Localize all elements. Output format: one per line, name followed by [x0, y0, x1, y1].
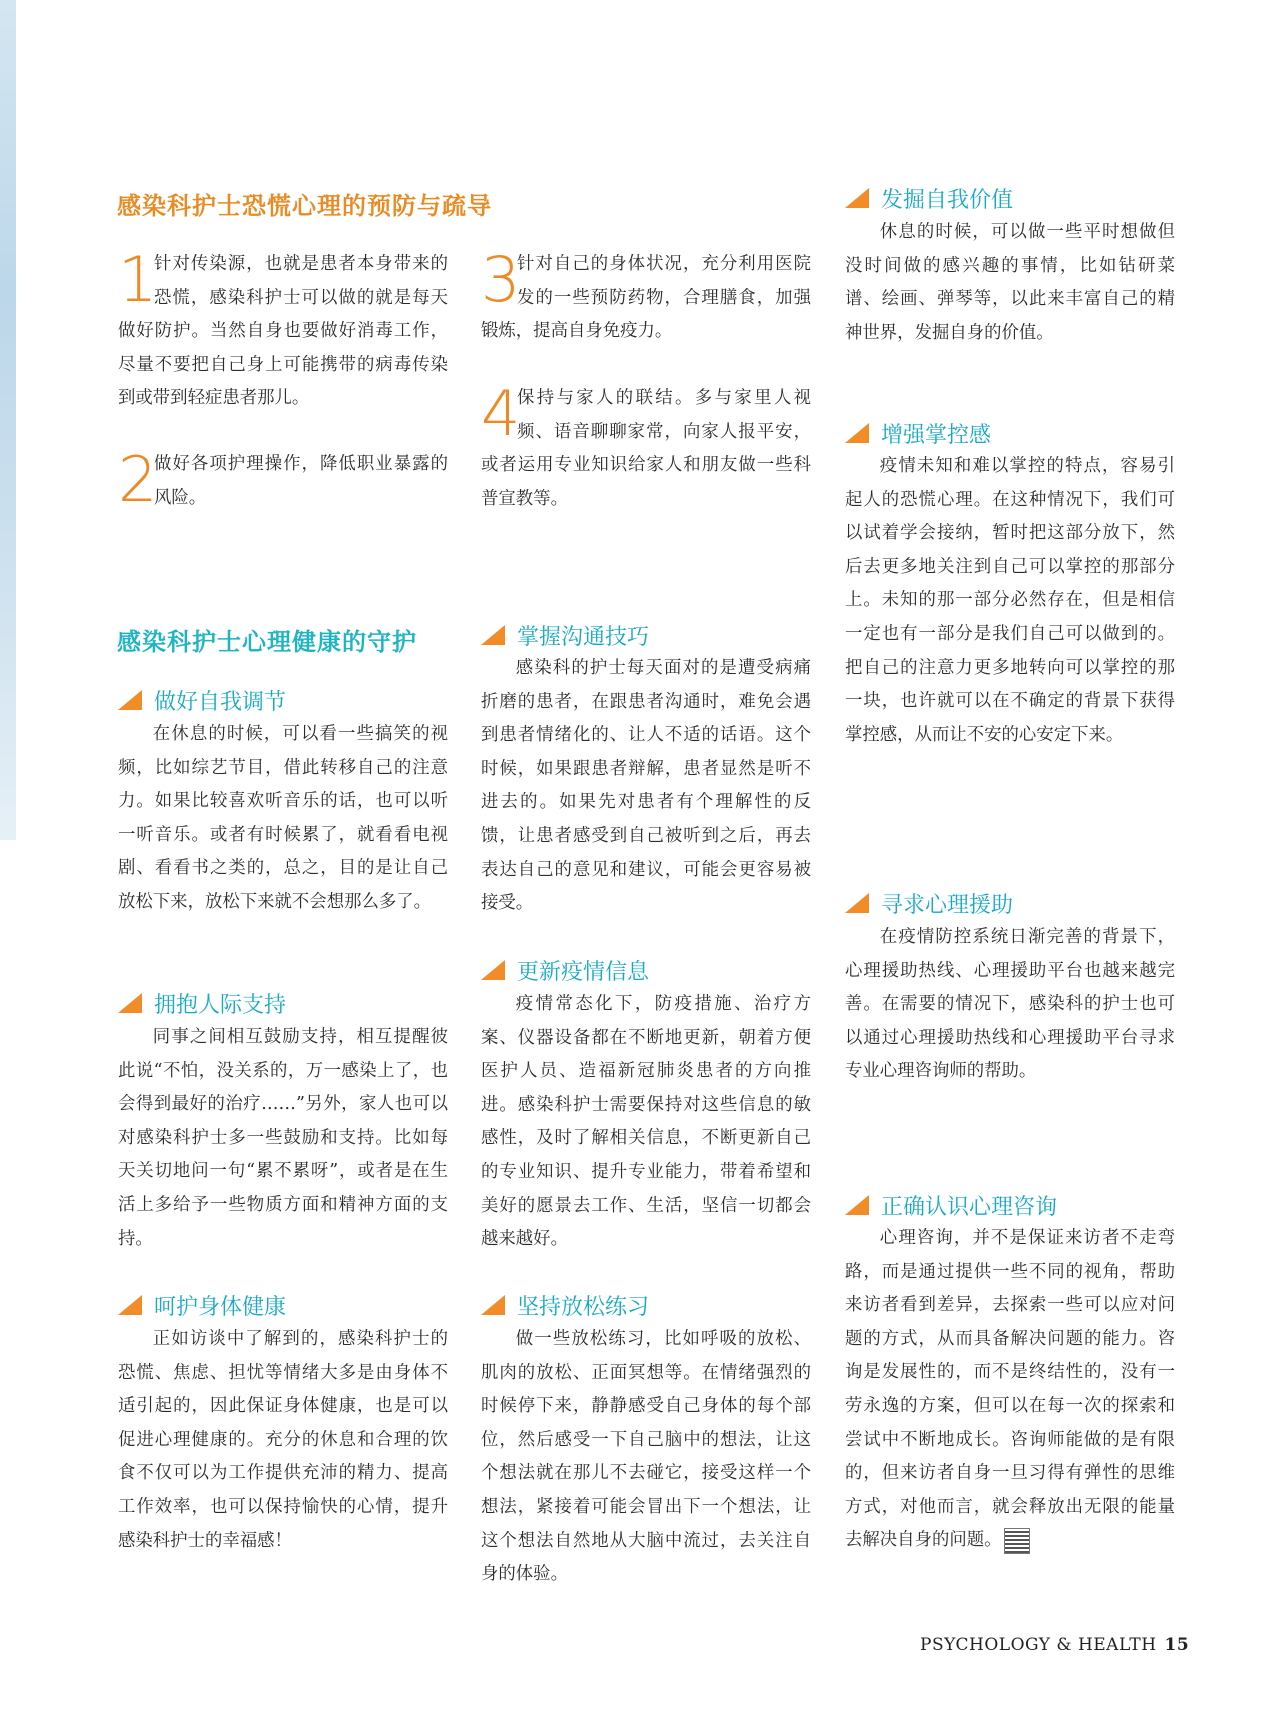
subheading-communication: 掌握沟通技巧	[481, 620, 649, 650]
triangle-bullet-icon	[118, 1295, 142, 1315]
subheading-counseling: 正确认识心理咨询	[845, 1190, 1057, 1220]
side-decor-strip	[0, 0, 16, 840]
item-number-4: 4	[481, 377, 521, 450]
page-number: 15	[1164, 1635, 1190, 1655]
subheading-physical-health: 呵护身体健康	[118, 1290, 286, 1320]
item-number-1: 1	[118, 243, 158, 316]
subheading-interpersonal-support: 拥抱人际支持	[118, 988, 286, 1018]
triangle-bullet-icon	[845, 1195, 869, 1215]
section2-title: 感染科护士心理健康的守护	[117, 627, 417, 656]
paragraph-self-regulation: 在休息的时候，可以看一些搞笑的视频，比如综艺节目，借此转移自己的注意力。如果比较喜欢听音乐的话，也可以听一听音乐。或者有时候累了，就看看电视剧、看看书之类的，总之，目的是让自己放松下来，放松下来就不会想那么多了。	[118, 724, 448, 912]
triangle-bullet-icon	[118, 690, 142, 710]
item-text-4: 保持与家人的联结。多与家里人视频、语音聊聊家常，向家人报平安，或者运用专业知识给家人和朋友做一些科普宣教等。	[481, 388, 811, 509]
triangle-bullet-icon	[845, 188, 869, 208]
item-text-2: 做好各项护理操作，降低职业暴露的风险。	[154, 454, 448, 508]
paragraph-physical-health: 正如访谈中了解到的，感染科护士的恐慌、焦虑、担忧等情绪大多是由身体不适引起的，因此保证身体健康，也是可以促进心理健康的。充分的休息和合理的饮食不仅可以为工作提供充沛的精力、提高工作效率，也可以保持愉快的心情，提升感染科护士的幸福感！	[118, 1329, 448, 1551]
subheading-self-value: 发掘自我价值	[845, 183, 1013, 213]
paragraph-interpersonal-support: 同事之间相互鼓励支持，相互提醒彼此说“不怕，没关系的，万一感染上了，也会得到最好的治疗……”另外，家人也可以对感染科护士多一些鼓励和支持。比如每天关切地问一句“累不累呀”，或者是在生活上多给予一些物质方面和精神方面的支持。	[118, 1027, 448, 1249]
paragraph-sense-of-control: 疫情未知和难以掌控的特点，容易引起人的恐慌心理。在这种情况下，我们可以试着学会接纳，暂时把这部分放下，然后去更多地关注到自己可以掌控的那部分上。未知的那一部分必然存在，但是相信一定也有一部分是我们自己可以做到的。把自己的注意力更多地转向可以掌控的那一块，也许就可以在不确定的背景下获得掌控感，从而让不安的心安定下来。	[845, 456, 1175, 745]
triangle-bullet-icon	[481, 1295, 505, 1315]
subheading-self-regulation: 做好自我调节	[118, 685, 286, 715]
article-end-mark-icon	[1004, 1528, 1030, 1554]
subheading-psych-aid: 寻求心理援助	[845, 888, 1013, 918]
item-text-3: 针对自己的身体状况，充分利用医院发的一些预防药物，合理膳食，加强锻炼，提高自身免疫力。	[481, 254, 811, 342]
paragraph-self-value: 休息的时候，可以做一些平时想做但没时间做的感兴趣的事情，比如钻研菜谱、绘画、弹琴等，以此来丰富自己的精神世界，发掘自身的价值。	[845, 222, 1175, 343]
numbered-item-2	[118, 443, 448, 516]
item-number-2: 2	[118, 443, 158, 516]
triangle-bullet-icon	[845, 423, 869, 443]
page-footer	[920, 1635, 1189, 1655]
footer-brand: PSYCHOLOGY & HEALTH	[920, 1635, 1157, 1655]
triangle-bullet-icon	[118, 993, 142, 1013]
paragraph-communication: 感染科的护士每天面对的是遭受病痛折磨的患者，在跟患者沟通时，难免会遇到患者情绪化的、让人不适的话语。这个时候，如果跟患者辩解，患者显然是听不进去的。如果先对患者有个理解性的反馈，让患者感受到自己被听到之后，再去表达自己的意见和建议，可能会更容易被接受。	[481, 658, 811, 914]
triangle-bullet-icon	[845, 893, 869, 913]
numbered-item-4	[481, 377, 811, 516]
numbered-item-1	[118, 243, 448, 416]
paragraph-epidemic-info: 疫情常态化下，防疫措施、治疗方案、仪器设备都在不断地更新，朝着方便医护人员、造福新冠肺炎患者的方向推进。感染科护士需要保持对这些信息的敏感性，及时了解相关信息，不断更新自己的专业知识、提升专业能力，带着希望和美好的愿景去工作、生活，坚信一切都会越来越好。	[481, 994, 811, 1250]
paragraph-psych-aid: 在疫情防控系统日渐完善的背景下，心理援助热线、心理援助平台也越来越完善。在需要的情况下，感染科的护士也可以通过心理援助热线和心理援助平台寻求专业心理咨询师的帮助。	[845, 927, 1175, 1082]
item-text-1: 针对传染源，也就是患者本身带来的恐慌，感染科护士可以做的就是每天做好防护。当然自身也要做好消毒工作，尽量不要把自己身上可能携带的病毒传染到或带到轻症患者那儿。	[118, 254, 448, 409]
subheading-relaxation: 坚持放松练习	[481, 1290, 649, 1320]
subheading-epidemic-info: 更新疫情信息	[481, 955, 649, 985]
triangle-bullet-icon	[481, 625, 505, 645]
subheading-sense-of-control: 增强掌控感	[845, 418, 991, 448]
section1-title: 感染科护士恐慌心理的预防与疏导	[117, 191, 492, 220]
triangle-bullet-icon	[481, 960, 505, 980]
paragraph-relaxation: 做一些放松练习，比如呼吸的放松、肌肉的放松、正面冥想等。在情绪强烈的时候停下来，静静感受自己身体的每个部位，然后感受一下自己脑中的想法，让这个想法就在那儿不去碰它，接受这样一个想法，紧接着可能会冒出下一个想法，让这个想法自然地从大脑中流过，去关注自身的体验。	[481, 1329, 811, 1585]
paragraph-counseling: 心理咨询，并不是保证来访者不走弯路，而是通过提供一些不同的视角，帮助来访者看到差异，去探索一些可以应对问题的方式，从而具备解决问题的能力。咨询是发展性的，而不是终结性的，没有一劳永逸的方案，但可以在每一次的探索和尝试中不断地成长。咨询师能做的是有限的，但来访者自身一旦习得有弹性的思维方式，对他而言，就会释放出无限的能量去解决自身的问题。	[845, 1222, 1175, 1558]
item-number-3: 3	[481, 243, 521, 316]
numbered-item-3	[481, 243, 811, 349]
